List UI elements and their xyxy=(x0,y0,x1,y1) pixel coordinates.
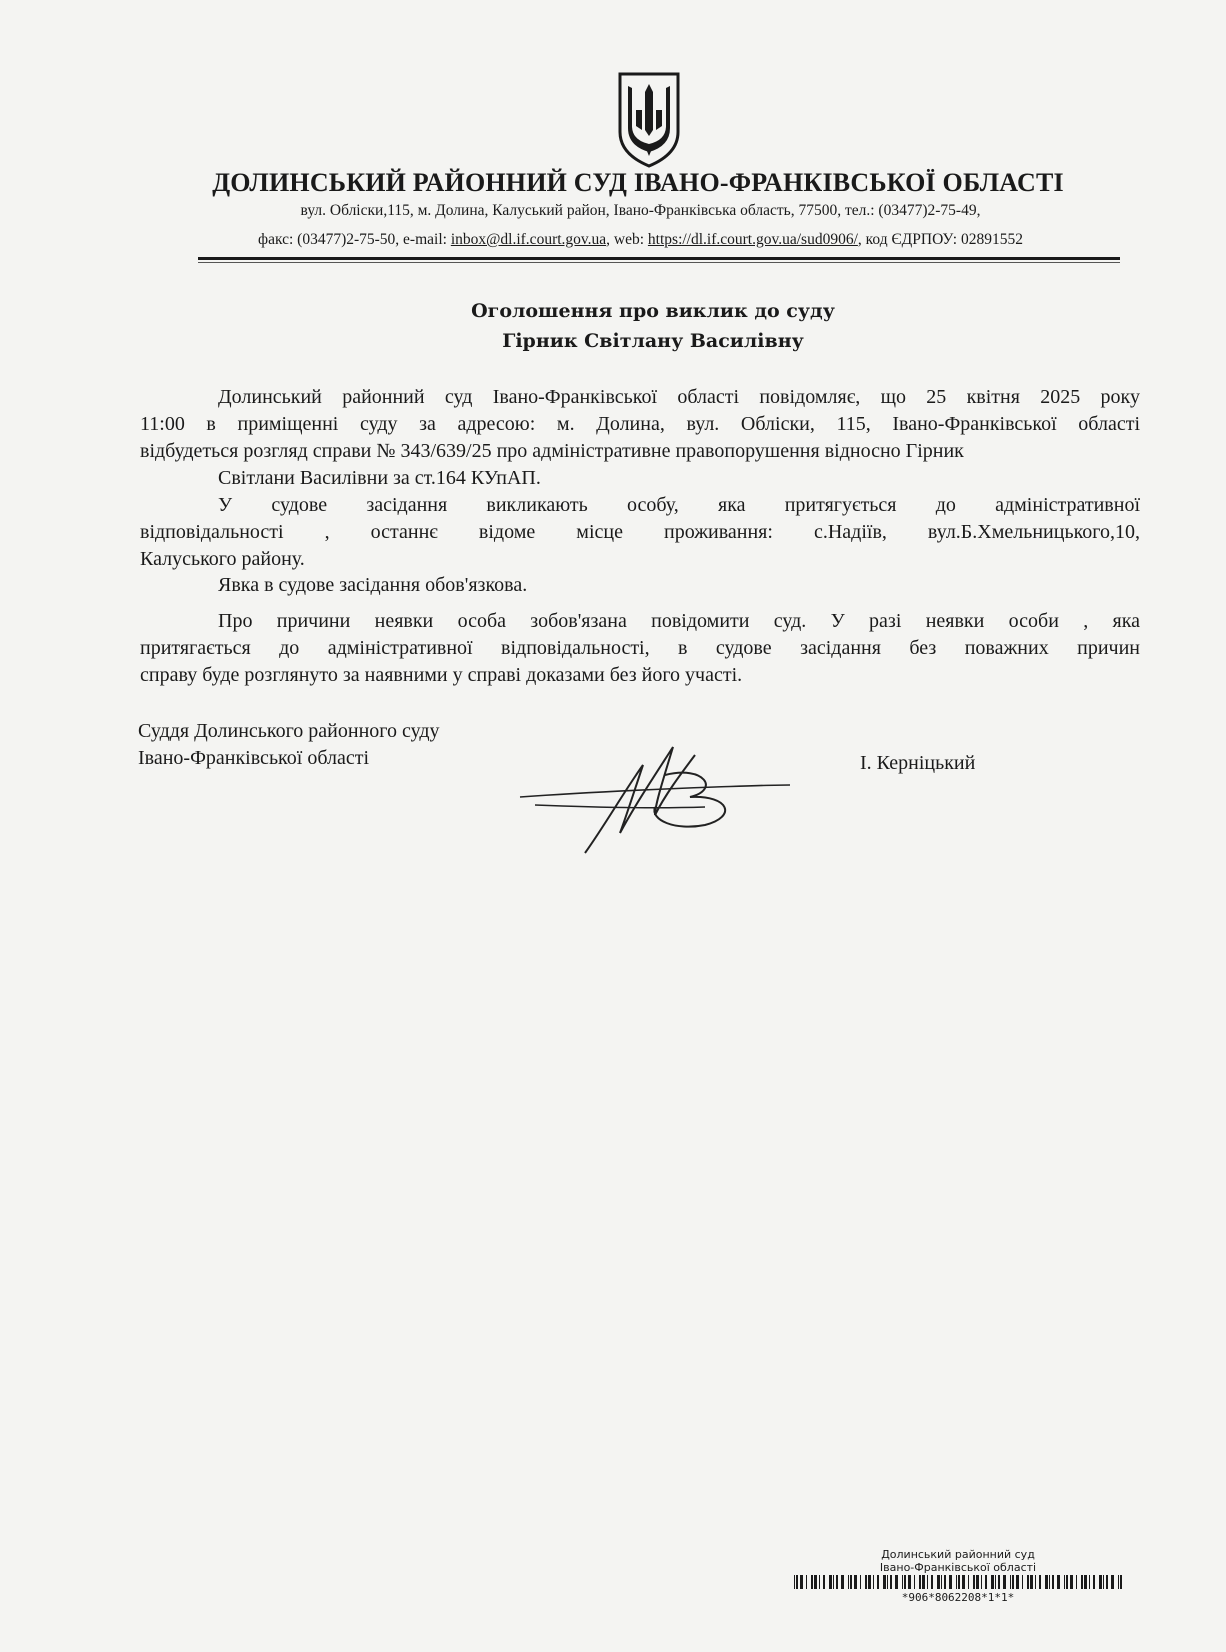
header-divider-thin xyxy=(198,262,1120,263)
stamp-region: Івано-Франківської області xyxy=(879,1561,1037,1574)
paragraph-line: відповідальності , останнє відоме місце проживання: с.Надіїв, вул.Б.Хмельницького,10, xyxy=(140,521,1140,543)
stamp-court-name: Долинський районний суд xyxy=(881,1548,1035,1561)
paragraph-line: Долинський районний суд Івано-Франківської області повідомляє, що 25 квітня 2025 року xyxy=(218,386,1140,408)
paragraph-line: справу буде розглянуто за наявними у справі доказами без його участі. xyxy=(140,664,743,686)
registration-stamp xyxy=(788,1548,1128,1604)
paragraph-hearing xyxy=(140,384,1140,492)
barcode-icon xyxy=(794,1575,1124,1589)
paragraph-line: Калуського району. xyxy=(140,548,305,570)
judge-position-line: Івано-Франківської області xyxy=(138,747,370,769)
header-divider xyxy=(198,257,1120,260)
email-link[interactable]: inbox@dl.if.court.gov.ua xyxy=(450,231,607,248)
judge-position-line: Суддя Долинського районного суду xyxy=(138,720,440,742)
stamp-barcode-code: *906*8062208*1*1* xyxy=(901,1591,1015,1604)
paragraph-line: Явка в судове засідання обов'язкова. xyxy=(218,574,528,596)
web-link[interactable]: https://dl.if.court.gov.ua/sud0906/ xyxy=(647,231,858,248)
judge-name: І. Керніцький xyxy=(860,752,976,774)
web-label: , web: xyxy=(606,231,648,248)
paragraph-line: Про причини неявки особа зобов'язана повідомити суд. У разі неявки особи , яка xyxy=(218,610,1140,632)
fax-label: факс: (03477)2-75-50, e-mail: xyxy=(258,231,451,248)
paragraph-line: притягається до адміністративної відповідальності, в судове засідання без поважних причин xyxy=(140,637,1140,659)
paragraph-summons xyxy=(140,492,1140,573)
court-address: вул. Обліски,115, м. Долина, Калуський район, Івано-Франківська область, 77500, тел.: (03477)2-75-49, xyxy=(300,202,981,219)
paragraph-absence xyxy=(140,608,1140,689)
trident-emblem-icon xyxy=(614,70,684,170)
handwritten-signature xyxy=(515,735,795,865)
paragraph-line: відбудеться розгляд справи № 343/639/25 про адміністративне правопорушення відносно Гірник xyxy=(140,440,964,462)
judge-position xyxy=(138,718,440,772)
court-contacts xyxy=(0,231,1226,249)
announcement-addressee: Гірник Світлану Василівну xyxy=(502,330,804,352)
edrpou-code: , код ЄДРПОУ: 02891552 xyxy=(857,231,1023,248)
paragraph-attendance xyxy=(140,572,1140,599)
paragraph-line: У судове засідання викликають особу, яка притягується до адміністративної xyxy=(218,494,1140,516)
court-name: ДОЛИНСЬКИЙ РАЙОННИЙ СУД ІВАНО-ФРАНКІВСЬКОЇ ОБЛАСТІ xyxy=(212,168,1064,197)
announcement-title: Оголошення про виклик до суду xyxy=(471,300,835,322)
paragraph-line: 11:00 в приміщенні суду за адресою: м. Долина, вул. Обліски, 115, Івано-Франківської області xyxy=(140,413,1140,435)
paragraph-line: Світлани Василівни за ст.164 КУпАП. xyxy=(218,467,541,489)
